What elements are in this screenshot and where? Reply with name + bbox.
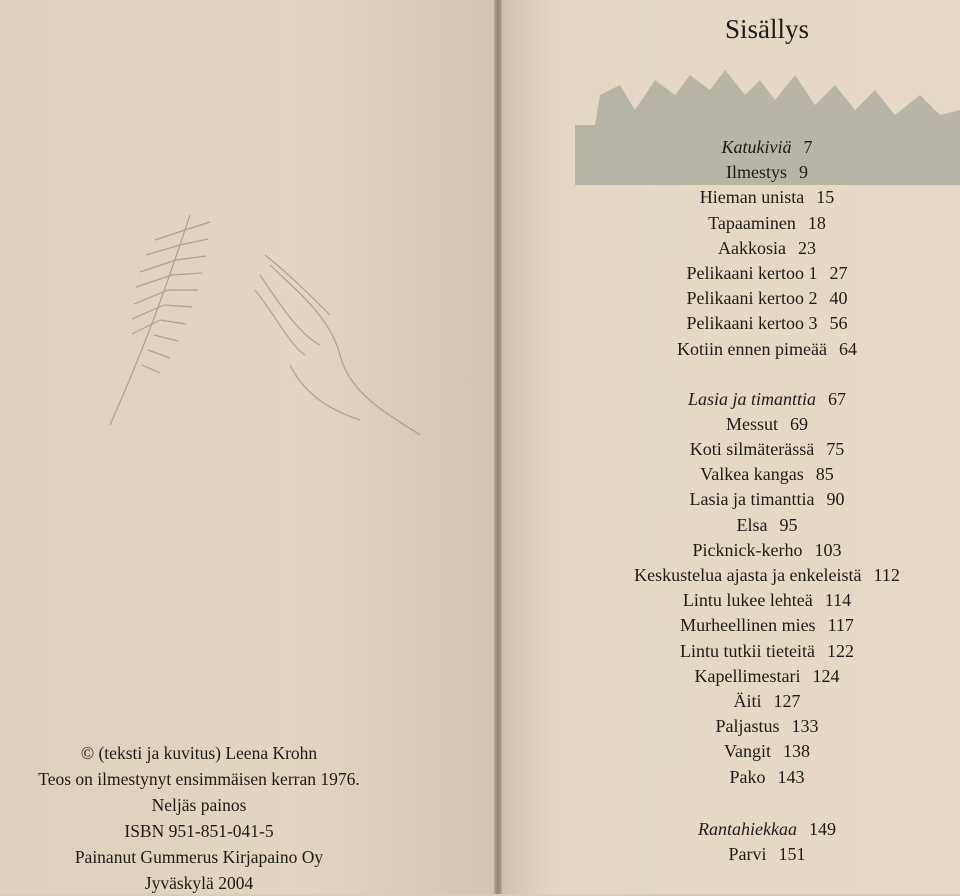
- toc-entry-title: Ilmestys: [726, 162, 787, 183]
- toc-entry-page-number: 149: [808, 818, 836, 839]
- copyright-line: © (teksti ja kuvitus) Leena Krohn: [80, 743, 318, 763]
- toc-entry-page-number: 127: [773, 690, 801, 711]
- toc-entry: [502, 689, 960, 714]
- toc-entry-page-number: 143: [777, 766, 805, 787]
- toc-entry-page-number: 56: [829, 313, 848, 334]
- toc-entry-page-number: 112: [873, 565, 900, 585]
- toc-entry-page-number: 122: [826, 640, 854, 661]
- toc-entry-page-number: 27: [829, 262, 848, 283]
- toc-entry-page-number: 103: [814, 539, 842, 560]
- imprint-block: [0, 740, 398, 896]
- toc-entry-page-number: 67: [828, 388, 847, 409]
- printer-line: Painanut Gummerus Kirjapaino Oy: [74, 847, 324, 867]
- show-through-fern-illustration: [90, 195, 440, 465]
- toc-entry-title: Lasia ja timanttia: [689, 489, 815, 510]
- toc-entry-title: Parvi: [728, 843, 767, 864]
- toc-title: Sisällys: [724, 14, 810, 44]
- toc-entry: [502, 412, 960, 437]
- toc-entry-title: Valkea kangas: [700, 464, 804, 485]
- toc-entry-title: Lintu tutkii tieteitä: [680, 640, 815, 661]
- toc-entry-page-number: 40: [829, 288, 848, 309]
- toc-entry: [502, 211, 960, 236]
- toc-entry: [502, 739, 960, 764]
- toc-section-gap: [502, 362, 960, 387]
- toc-entry-page-number: 75: [826, 439, 845, 460]
- toc-entry: [502, 639, 960, 664]
- toc-entry-title: Pelikaani kertoo 1: [686, 262, 818, 283]
- toc-entry-title: Rantahiekkaa: [698, 818, 797, 839]
- toc-entry-title: Kotiin ennen pimeää: [677, 338, 827, 359]
- toc-entry: [502, 160, 960, 185]
- toc-entry-title: Hieman unista: [699, 187, 805, 208]
- toc-entry: [502, 437, 960, 462]
- toc-entry-page-number: 15: [816, 187, 835, 208]
- toc-entry: [502, 664, 960, 689]
- edition-line: Neljäs painos: [151, 795, 247, 815]
- toc-entry-title: Pelikaani kertoo 3: [686, 313, 818, 334]
- toc-entry: [502, 462, 960, 487]
- toc-entry: [502, 236, 960, 261]
- toc-entry-page-number: 95: [779, 514, 798, 535]
- toc-entry-page-number: 23: [797, 237, 816, 258]
- first-published-line: Teos on ilmestynyt ensimmäisen kerran 1976.: [38, 769, 360, 789]
- toc-entry-page-number: 133: [791, 716, 819, 737]
- toc-entry-title: Vangit: [724, 741, 771, 762]
- toc-entry-page-number: 64: [838, 338, 857, 359]
- toc-entry: [502, 185, 960, 210]
- toc-entry-page-number: 69: [790, 413, 808, 434]
- toc-entry: [502, 286, 960, 311]
- toc-section-gap: [502, 790, 960, 817]
- toc-entry: [502, 842, 960, 867]
- toc-section-heading: [502, 817, 960, 842]
- toc-entry: [502, 311, 960, 336]
- toc-entry-page-number: 114: [824, 590, 852, 611]
- toc-entry-page-number: 85: [815, 464, 834, 485]
- toc-entry: [502, 261, 960, 286]
- toc-entry-page-number: 7: [803, 137, 813, 157]
- toc-entry-title: Aakkosia: [718, 237, 786, 258]
- toc-entry: [502, 538, 960, 563]
- toc-section-heading: [502, 387, 960, 412]
- toc-entry-title: Pelikaani kertoo 2: [686, 288, 818, 309]
- toc-entry-title: Lintu lukee lehteä: [682, 590, 813, 611]
- toc-entry: [502, 513, 960, 538]
- toc-section-heading: [502, 135, 960, 160]
- toc-entry-page-number: 138: [783, 741, 810, 762]
- toc-entry-page-number: 18: [807, 212, 826, 233]
- toc-entry-title: Paljastus: [715, 716, 780, 737]
- toc-entry: [502, 765, 960, 790]
- toc-entry-page-number: 90: [826, 489, 845, 510]
- toc-entry-title: Murheellinen mies: [680, 615, 816, 636]
- toc-entry: [502, 588, 960, 613]
- book-gutter: [494, 0, 502, 894]
- toc-entry-page-number: 9: [799, 162, 808, 183]
- toc-entry-title: Kapellimestari: [694, 665, 801, 686]
- place-year-line: Jyväskylä 2004: [144, 873, 254, 893]
- isbn-line: ISBN 951-851-041-5: [124, 821, 274, 841]
- toc-entry-title: Picknick-kerho: [692, 539, 803, 560]
- toc-entry-title: Koti silmäterässä: [689, 439, 815, 460]
- toc-entry-title: Äiti: [733, 690, 762, 711]
- toc-entry-title: Tapaaminen: [708, 212, 796, 233]
- toc-entry-page-number: 124: [812, 665, 840, 686]
- toc-entry-title: Lasia ja timanttia: [687, 388, 817, 409]
- toc-entry: [502, 337, 960, 362]
- toc-entry: [502, 613, 960, 638]
- toc-entry-title: Messut: [725, 413, 778, 434]
- table-of-contents: [502, 135, 960, 867]
- toc-entry: [502, 563, 960, 588]
- toc-entry-page-number: 117: [827, 615, 854, 636]
- toc-entry-title: Katukiviä: [721, 137, 792, 157]
- toc-entry-title: Elsa: [736, 514, 768, 535]
- toc-entry: [502, 714, 960, 739]
- toc-entry: [502, 487, 960, 512]
- toc-entry-page-number: 151: [778, 843, 806, 864]
- toc-entry-title: Keskustelua ajasta ja enkeleistä: [634, 565, 862, 585]
- toc-entry-title: Pako: [729, 766, 766, 787]
